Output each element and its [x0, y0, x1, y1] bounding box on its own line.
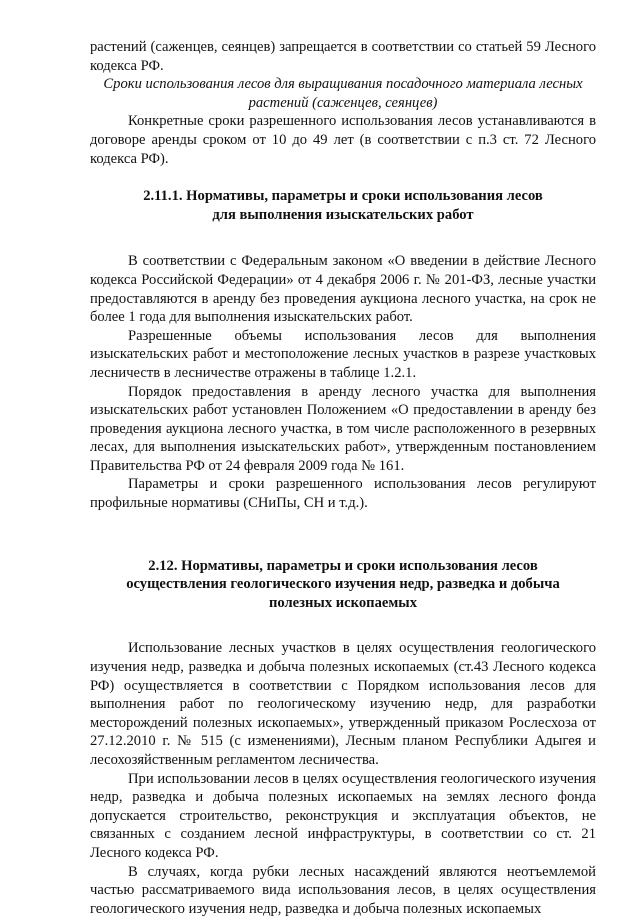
intro-subheading: Сроки использования лесов для выращивания посадочного материала лесных растений (саженцев, сеянцев) [103, 76, 583, 111]
section-title-line: полезных ископаемых [268, 594, 417, 611]
paragraph: Параметры и сроки разрешенного использования лесов регулируют профильные нормативы (СНиПы, СН и т.д.). [90, 476, 596, 512]
section-title-line: 2.11.1. Нормативы, параметры и сроки использования лесов [143, 188, 543, 205]
paragraph: В случаях, когда рубки лесных насаждений являются неотъемлемой частью рассматриваемого вида использования лесов, в целях осуществления геологического изучения недр, разведка и добыча полезных ископаемых [90, 863, 596, 917]
section-title-line: для выполнения изыскательских работ [212, 206, 474, 223]
paragraph: При использовании лесов в целях осуществления геологического изучения недр, разведка и добыча полезных ископаемых на землях лесного фонда допускается строительство, реконструкция и эксплуатация объектов, не связанных с созданием лесной инфраструктуры, в соответствии со ст. 21 Лесного кодекса РФ. [90, 770, 596, 861]
section-title-2-12 [90, 557, 596, 613]
intro-paragraph-continuation: растений (саженцев, сеянцев) запрещается в соответствии со статьей 59 Лесного кодекса РФ. [90, 39, 596, 74]
paragraph: В соответствии с Федеральным законом «О введении в действие Лесного кодекса Российской Федерации» от 4 декабря 2006 г. № 201-ФЗ, лесные участки предоставляются в аренду без проведения аукциона лесного участка, на срок не более 1 года для выполнения изыскательских работ. [90, 253, 596, 326]
intro-paragraph: Конкретные сроки разрешенного использования лесов устанавливаются в договоре аренды сроком от 10 до 49 лет (в соответствии с п.3 ст. 72 Лесного кодекса РФ). [90, 113, 596, 167]
paragraph: Порядок предоставления в аренду лесного участка для выполнения изыскательских работ установлен Положением «О предоставлении в аренду без проведения аукциона лесного участка, в том числе расположенного в резервных лесах, для выполнения изыскательских работ», утвержденным постановлением Правительства РФ от 24 февраля 2009 года № 161. [90, 383, 596, 474]
paragraph: Использование лесных участков в целях осуществления геологического изучения недр, разведка и добыча полезных ископаемых (ст.43 Лесного кодекса РФ) осуществляется в соответствии с Порядком использования лесов для выполнения работ по геологическому изучению недр, для разработки месторождений полезных ископаемых», утвержденный приказом Рослесхоза от 27.12.2010 г. № 515 (с изменениями), Лесным планом Республики Адыгея и лесохозяйственным регламентом лесничества. [90, 640, 596, 768]
paragraph: Разрешенные объемы использования лесов для выполнения изыскательских работ и местоположение лесных участков в разрезе участковых лесничеств в лесничестве отражены в таблице 1.2.1. [90, 327, 596, 381]
section-title-line: осуществления геологического изучения недр, разведка и добыча [126, 576, 560, 593]
section-title-2-11-1 [90, 187, 596, 224]
section-title-line: 2.12. Нормативы, параметры и сроки использования лесов [148, 557, 538, 574]
document-page [90, 38, 596, 918]
